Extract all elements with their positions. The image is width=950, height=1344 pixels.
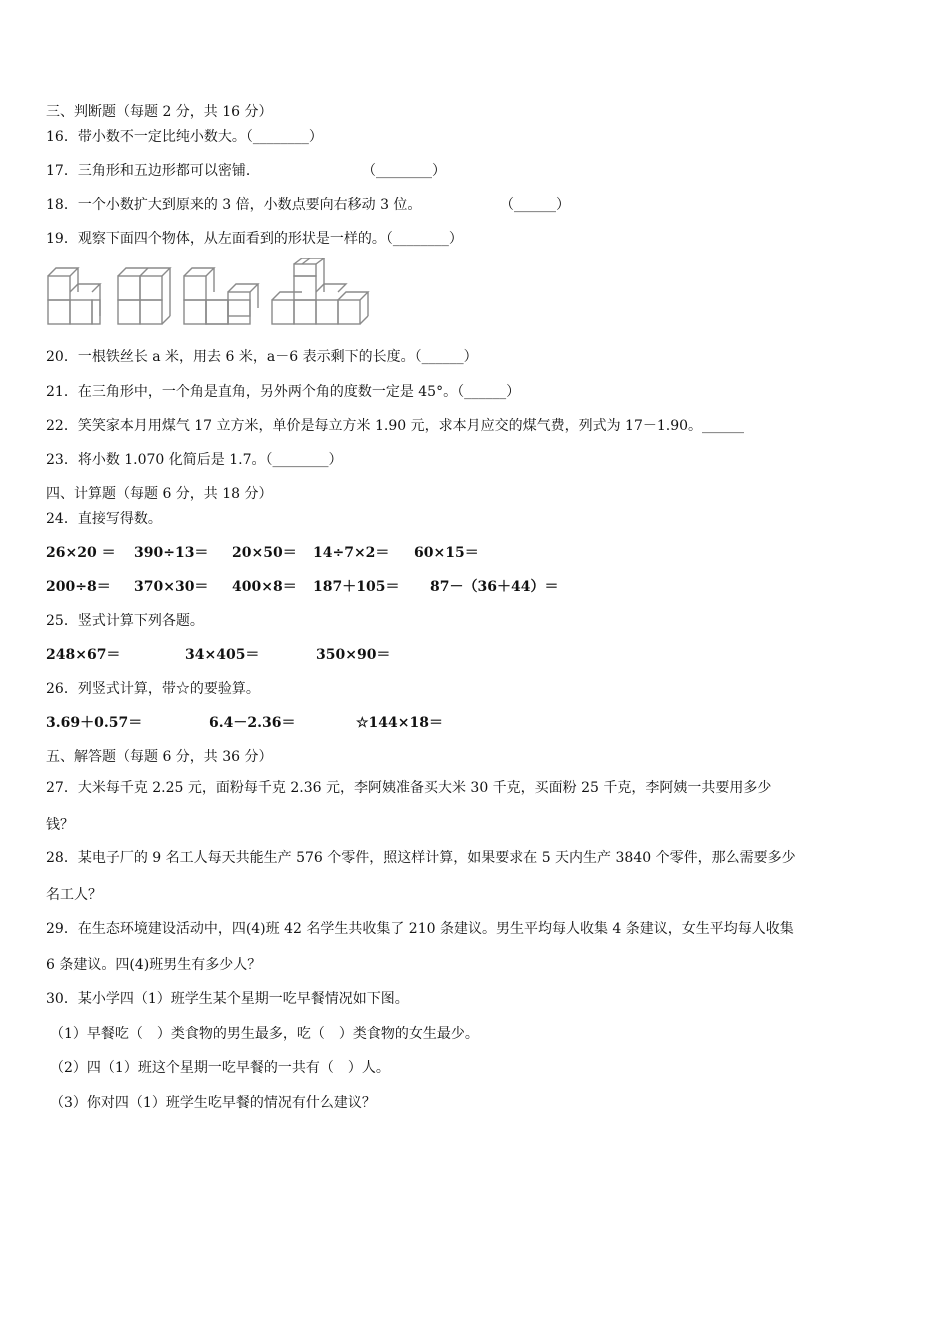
question-29-line2: 6 条建议。四(4)班男生有多少人？: [46, 957, 262, 973]
section-3-heading: 三、判断题（每题 2 分，共 16 分）: [46, 104, 273, 120]
question-28-line1: 28．某电子厂的 9 名工人每天共能生产 576 个零件，照这样计算，如果要求在 5 天内生产 3840 个零件，那么需要多少: [46, 850, 796, 866]
calc-25-c1: 248×67＝: [46, 647, 121, 663]
calc-24-r2-c5: 87－（36＋44）＝: [430, 579, 559, 595]
calc-25-c3: 350×90＝: [316, 647, 391, 663]
calc-24-r1-c4: 14÷7×2＝: [313, 545, 390, 561]
question-30: 30．某小学四（1）班学生某个星期一吃早餐情况如下图。: [46, 991, 409, 1007]
question-20: 20．一根铁丝长 a 米，用去 6 米，a－6 表示剩下的长度。（______）: [46, 349, 478, 365]
question-18-blank: （______）: [500, 197, 570, 213]
question-25: 25．竖式计算下列各题。: [46, 613, 204, 629]
calc-24-r2-c1: 200÷8＝: [46, 579, 111, 595]
question-30-part2: （2）四（1）班这个星期一吃早餐的一共有（ ）人。: [50, 1060, 390, 1076]
question-30-part3: （3）你对四（1）班学生吃早餐的情况有什么建议？: [50, 1095, 376, 1111]
section-4-heading: 四、计算题（每题 6 分，共 18 分）: [46, 486, 273, 502]
question-18: 18．一个小数扩大到原来的 3 倍，小数点要向右移动 3 位。: [46, 197, 422, 213]
question-17: 17．三角形和五边形都可以密铺．: [46, 163, 260, 179]
question-22: 22．笑笑家本月用煤气 17 立方米，单价是每立方米 1.90 元，求本月应交的煤气费，列式为 17－1.90。______: [46, 418, 745, 434]
calc-25-c2: 34×405＝: [185, 647, 260, 663]
calc-24-r1-c5: 60×15＝: [414, 545, 479, 561]
cube-figure-1: [48, 268, 100, 324]
calc-24-r2-c2: 370×30＝: [134, 579, 209, 595]
cube-figure-2: [118, 268, 170, 324]
question-16: 16．带小数不一定比纯小数大。（________）: [46, 129, 323, 145]
question-29-line1: 29．在生态环境建设活动中，四(4)班 42 名学生共收集了 210 条建议。男生平均每人收集 4 条建议，女生平均每人收集: [46, 921, 794, 937]
calc-24-r2-c3: 400×8＝: [232, 579, 297, 595]
question-17-blank: （________）: [362, 163, 446, 179]
calc-26-c3: ☆144×18＝: [356, 715, 443, 731]
question-27-line1: 27．大米每千克 2.25 元，面粉每千克 2.36 元，李阿姨准备买大米 30 千克，买面粉 25 千克，李阿姨一共要用多少: [46, 780, 772, 796]
question-28-line2: 名工人？: [46, 887, 102, 903]
calc-24-r1-c3: 20×50＝: [232, 545, 297, 561]
cube-figure-4: [272, 258, 368, 324]
question-26: 26．列竖式计算，带☆的要验算。: [46, 681, 260, 697]
question-23: 23．将小数 1.070 化简后是 1.7。（________）: [46, 452, 343, 468]
question-24: 24．直接写得数。: [46, 511, 162, 527]
calc-26-c1: 3.69＋0.57＝: [46, 715, 143, 731]
question-21: 21．在三角形中，一个角是直角，另外两个角的度数一定是 45°。（______）: [46, 384, 521, 400]
calc-24-r2-c4: 187＋105＝: [313, 579, 400, 595]
cube-figures: [44, 258, 374, 330]
section-5-heading: 五、解答题（每题 6 分，共 36 分）: [46, 749, 273, 765]
cube-figure-3: [184, 268, 258, 324]
question-30-part1: （1）早餐吃（ ）类食物的男生最多，吃（ ）类食物的女生最少。: [50, 1026, 479, 1042]
calc-24-r1-c1: 26×20 ＝: [46, 545, 116, 561]
question-19: 19．观察下面四个物体，从左面看到的形状是一样的。（________）: [46, 231, 463, 247]
question-27-line2: 钱？: [46, 817, 74, 833]
calc-24-r1-c2: 390÷13＝: [134, 545, 209, 561]
calc-26-c2: 6.4－2.36＝: [209, 715, 296, 731]
